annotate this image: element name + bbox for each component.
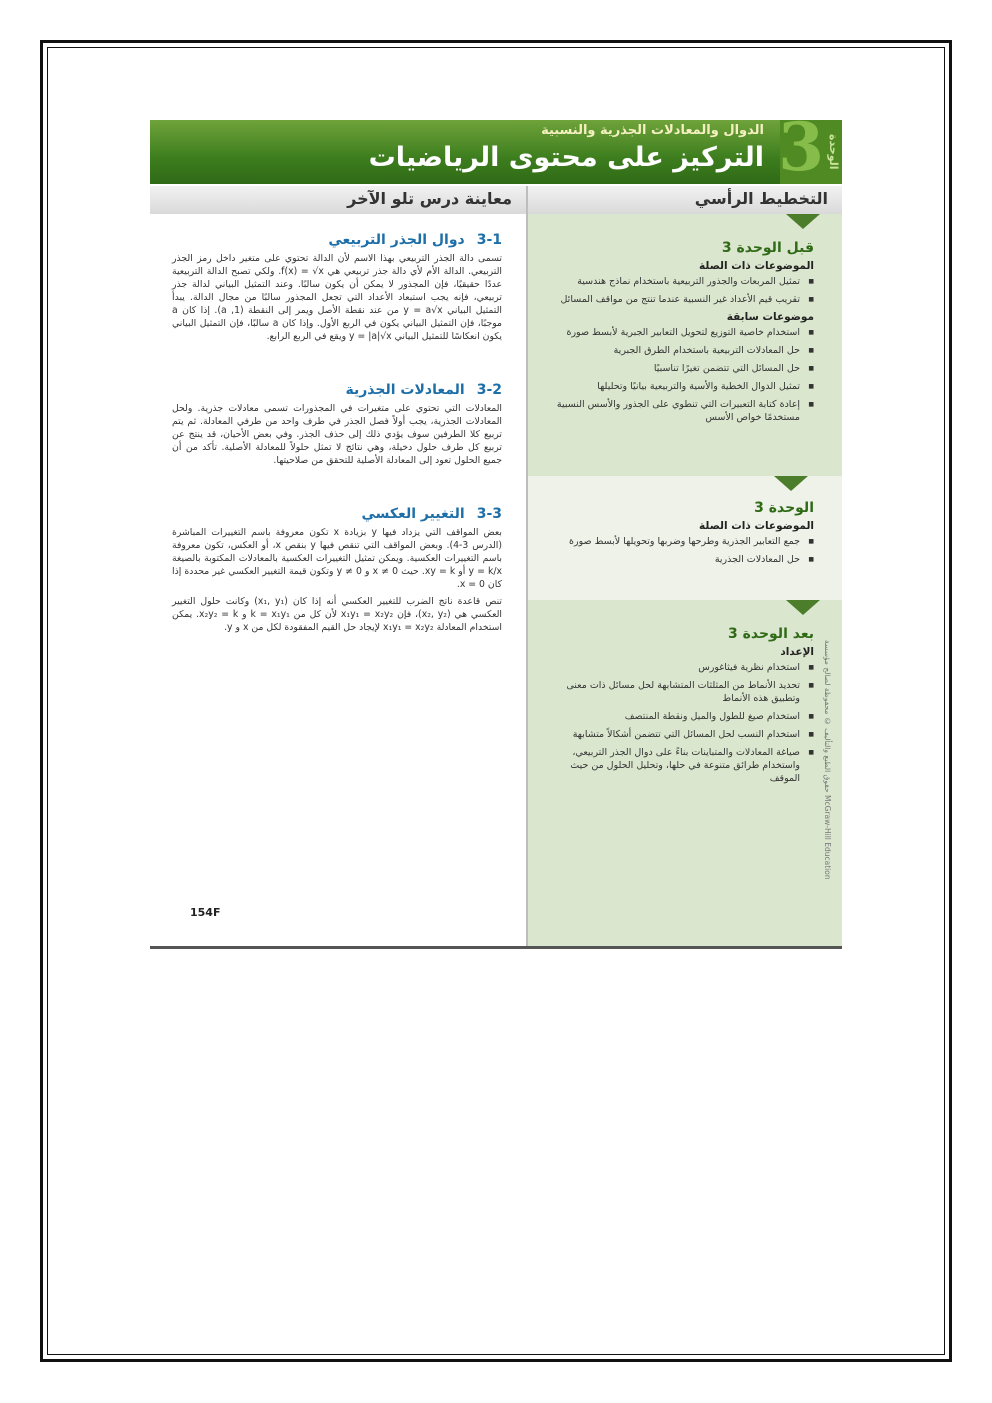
list-item: ■ تمثيل المربعات والجذور التربيعية باستخدام نماذج هندسية [540,275,814,288]
vertical-planning-heading: التخطيط الرأسي [694,189,828,208]
list-item: ■ تمثيل الدوال الخطية والأسية والتربيعية بيانيًا وتحليلها [540,380,814,393]
list-item: ■ استخدام خاصية التوزيع لتحويل التعابير الجبرية لأبسط صورة [540,326,814,339]
before-unit-section [528,240,842,429]
lesson-text: تنص قاعدة ناتج الضرب للتغيير العكسي أنه إذا كان (x₁, y₁) وكانت حلول التغيير العكسي هي (x₂, y₂)، فإن x₁y₁ = x₂y₂ لأن كل من k = x₁y₁ و x₂y₂ = k. يمكن استخدام المعادلة x₁y₁ = x₂y₂ لإيجاد حل القيم المفقودة لكل من x و y. [172,596,502,633]
list-item: ■ إعادة كتابة التعبيرات التي تنطوي على الجذور والأسس النسبية مستخدمًا خواص الأسس [540,398,814,424]
lesson-text: المعادلات التي تحتوي على متغيرات في المجذورات تسمى معادلات جذرية. ولحل المعادلات الجذرية، يجب أولاً فصل الجذر في طرف واحد من طرفي المعادلة. ثم يتم تربيع كلا الطرفين سوف يؤدي ذلك إلى حذف الجذر. وفي بعض الأحيان، قد ينتج عن تربيع كل طرف حلول دخيلة، وهي نتائج لا تمثل حلولاً للمعادلة الأصلية. تأكد من أن جميع الحلول تعود إلى المعادلة الأصلية للتحقق من صلاحيتها. [172,403,502,466]
lesson-3-2 [172,382,502,471]
chapter-title: التركيز على محتوى الرياضيات [368,142,764,173]
lesson-3-1 [172,232,502,347]
copyright-credit: حقوق الطبع والتأليف © محفوظة لصالح مؤسسة McGraw-Hill Education [823,640,832,880]
preparation-heading: الإعداد [780,646,814,658]
list-item: ■ تقريب قيم الأعداد غير النسبية عندما تنتج من مواقف المسائل [540,293,814,306]
list-item: ■ استخدام النسب لحل المسائل التي تتضمن أشكالاً متشابهة [540,728,814,741]
chapter-tab-digit: 3 [778,108,824,186]
lesson-text: بعض المواقف التي يزداد فيها y بزيادة x تكون معروفة باسم التغييرات المباشرة (الدرس 3-4). وبعض المواقف التي تنقص فيها y بنقص x، أو العكس، تكون معروفة باسم التغييرات العكسية. ويمكن تمثيل التغييرات العكسية بالمعادلات المكتوبة بالصيغة y = k/x أو xy = k. حيث x ≠ 0 و y ≠ 0 وتكون قيمة التغيير العكسي غير محددة إذا كان x = 0. [172,527,503,590]
list-item: ■ جمع التعابير الجذرية وطرحها وضربها وتحويلها لأبسط صورة [540,535,814,548]
lesson-title: التغيير العكسي [361,506,465,522]
list-item: ■ حل المعادلات التربيعية باستخدام الطرق الجبرية [540,344,814,357]
lesson-title: المعادلات الجذرية [345,382,465,398]
page-number: 154F [190,906,221,919]
chapter-tab [778,108,842,186]
lesson-preview-column [150,214,526,946]
lesson-number: 3-2 [476,382,502,398]
list-item: ■ صياغة المعادلات والمتباينات بناءً على دوال الجذر التربيعي، واستخدام طرائق متنوعة في حلها، وتحليل الحلول من حيث الموقف [540,746,814,785]
lesson-preview-header [150,186,526,214]
down-arrow-icon [786,600,820,615]
related-topics-heading: الموضوعات ذات الصلة [699,520,814,532]
down-arrow-icon [786,214,820,229]
list-item: ■ حل المسائل التي تتضمن تغيرًا تناسبيًا [540,362,814,375]
lesson-text: تسمى دالة الجذر التربيعي بهذا الاسم لأن الدالة تحتوي على متغير داخل رمز الجذر التربيعي. الدالة الأم لأي دالة جذر تربيعي هي f(x) = √x. ولكي تصبح الدالة التربيعية عددًا حقيقيًا، فإن المجذور لا يمكن أن يكون سالبًا. وعند التمثيل البياني لدالة جذر تربيعي، فإنه يجب استبعاد الأعداد التي تجعل المجذور سالبًا من مجال الدالة. يبدأ التمثيل البياني y = a√x من عند نقطة الأصل ويمر إلى النقطة (1, a). إذا كان a موجبًا، فإن التمثيل البياني يكون في الربع الأول. وإذا كان a سالبًا، فإن التمثيل البياني يكون انعكاسًا للتمثيل البياني y = |a|√x ويقع في الربع الرابع. [172,253,503,342]
after-unit-title: بعد الوحدة 3 [727,626,814,642]
list-item: ■ تحديد الأنماط من المثلثات المتشابهة لحل مسائل ذات معنى وتطبيق هذه الأنماط [540,679,814,705]
previous-topics-heading: موضوعات سابقة [726,311,814,323]
vertical-planning-column [528,214,842,946]
list-item: ■ استخدام نظرية فيثاغورس [540,661,814,674]
vertical-planning-header [528,186,842,214]
during-unit-title: الوحدة 3 [754,500,814,516]
after-unit-section [528,626,842,790]
lesson-3-3 [172,506,502,638]
bottom-rule [150,946,842,949]
list-item: ■ استخدام صيغ للطول والميل ونقطة المنتصف [540,710,814,723]
chapter-tab-label: الوحدة [827,134,840,170]
chapter-banner [150,108,842,186]
list-item: ■ حل المعادلات الجذرية [540,553,814,566]
lesson-preview-heading: معاينة درس تلو الآخر [347,189,512,208]
down-arrow-icon [774,476,808,491]
before-unit-title: قبل الوحدة 3 [721,240,814,256]
chapter-subtitle: الدوال والمعادلات الجذرية والنسبية [541,123,764,138]
during-unit-section [528,476,842,600]
lesson-number: 3-1 [476,232,502,248]
related-topics-heading: الموضوعات ذات الصلة [699,260,814,272]
lesson-title: دوال الجذر التربيعي [328,232,465,248]
lesson-number: 3-3 [476,506,502,522]
